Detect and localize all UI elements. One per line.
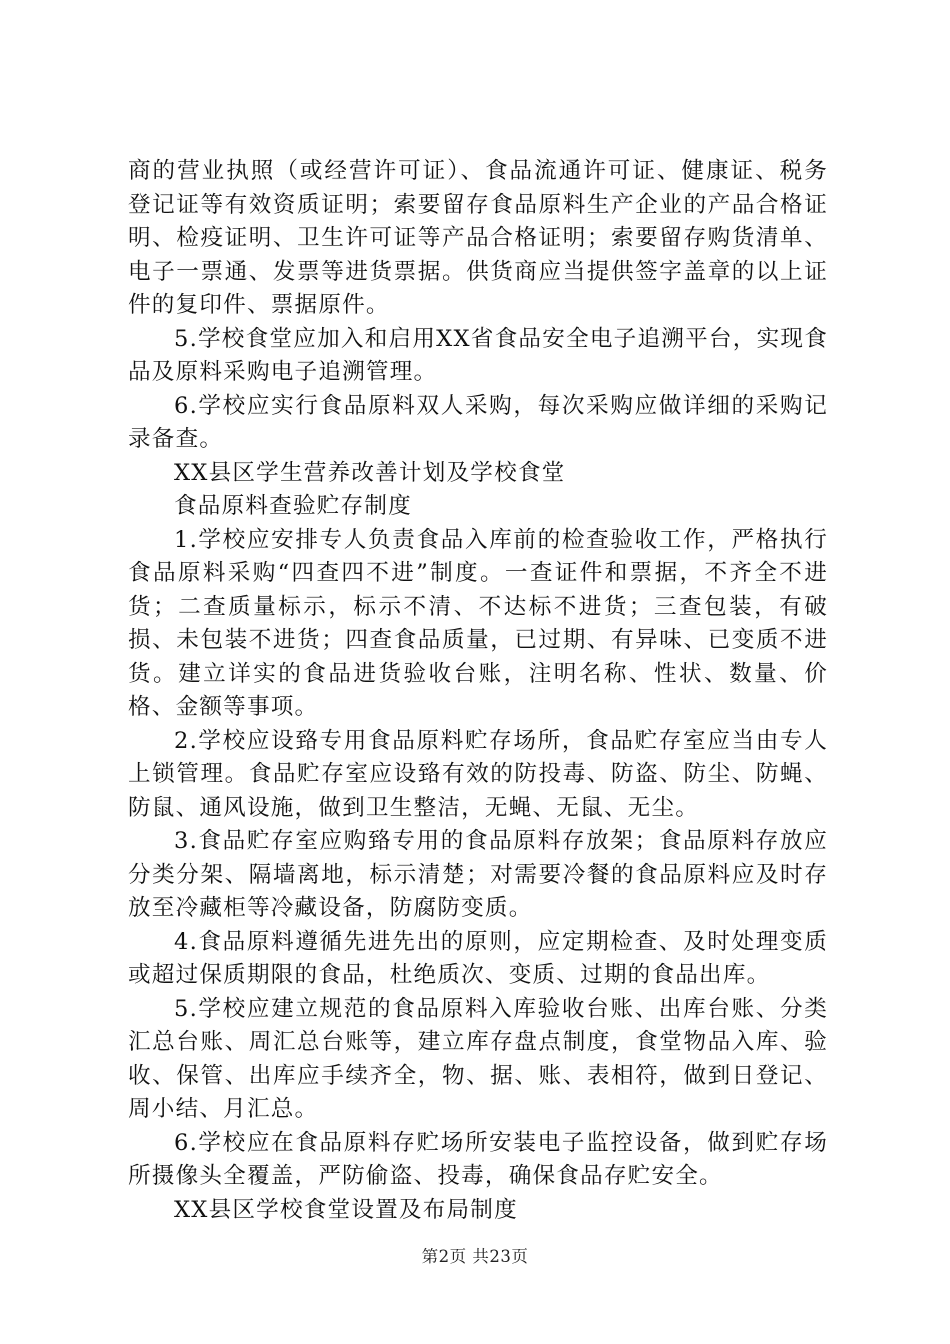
paragraph-item-5-ledgers: 5.学校应建立规范的食品原料入库验收台账、出库台账、分类汇总台账、周汇总台账等，建立库存盘点制度，食堂物品入库、验收、保管、出库应手续齐全，物、据、账、表相符，做到日登记、周小结、月汇总。 — [128, 995, 828, 1122]
document-body — [128, 155, 828, 1227]
section-title-canteen-layout: XX县区学校食堂设置及布局制度 — [174, 1196, 518, 1223]
paragraph-item-3-storage-racks: 3.食品贮存室应购臵专用的食品原料存放架；食品原料存放应分类分架、隔墙离地，标示清楚；对需要冷餐的食品原料应及时存放至冷藏柜等冷藏设备，防腐防变质。 — [128, 828, 828, 921]
paragraph-item-4-fifo: 4.食品原料遵循先进先出的原则，应定期检查、及时处理变质或超过保质期限的食品，杜绝质次、变质、过期的食品出库。 — [128, 928, 828, 988]
paragraph-supplier-qualifications: 商的营业执照（或经营许可证）、食品流通许可证、健康证、税务登记证等有效资质证明；索要留存食品原料生产企业的产品合格证明、检疫证明、卫生许可证等产品合格证明；索要留存购货清单、电子一票通、发票等进货票据。供货商应当提供签字盖章的以上证件的复印件、票据原件。 — [128, 158, 828, 318]
paragraph-item-6-monitoring: 6.学校应在食品原料存贮场所安装电子监控设备，做到贮存场所摄像头全覆盖，严防偷盗、投毒，确保食品存贮安全。 — [128, 1129, 828, 1189]
section-title-line-2: 食品原料查验贮存制度 — [174, 493, 412, 519]
paragraph-item-2-storage-room: 2.学校应设臵专用食品原料贮存场所，食品贮存室应当由专人上锁管理。食品贮存室应设臵有效的防投毒、防盗、防尘、防蝇、防鼠、通风设施，做到卫生整洁，无蝇、无鼠、无尘。 — [128, 727, 828, 821]
paragraph-item-1-inspection: 1.学校应安排专人负责食品入库前的检查验收工作，严格执行食品原料采购“四查四不进”制度。一查证件和票据，不齐全不进货；二查质量标示，标示不清、不达标不进货；三查包装，有破损、未包装不进货；四查食品质量，已过期、有异味、已变质不进货。建立详实的食品进货验收台账，注明名称、性状、数量、价格、金额等事项。 — [128, 526, 828, 720]
paragraph-item-5-traceability: 5.学校食堂应加入和启用XX省食品安全电子追溯平台，实现食品及原料采购电子追溯管理。 — [128, 325, 828, 385]
paragraph-item-6-dual-purchase: 6.学校应实行食品原料双人采购，每次采购应做详细的采购记录备查。 — [128, 392, 828, 452]
page-number-footer: 第2页 共23页 — [421, 1247, 529, 1266]
section-title-line-1: XX县区学生营养改善计划及学校食堂 — [174, 459, 566, 486]
